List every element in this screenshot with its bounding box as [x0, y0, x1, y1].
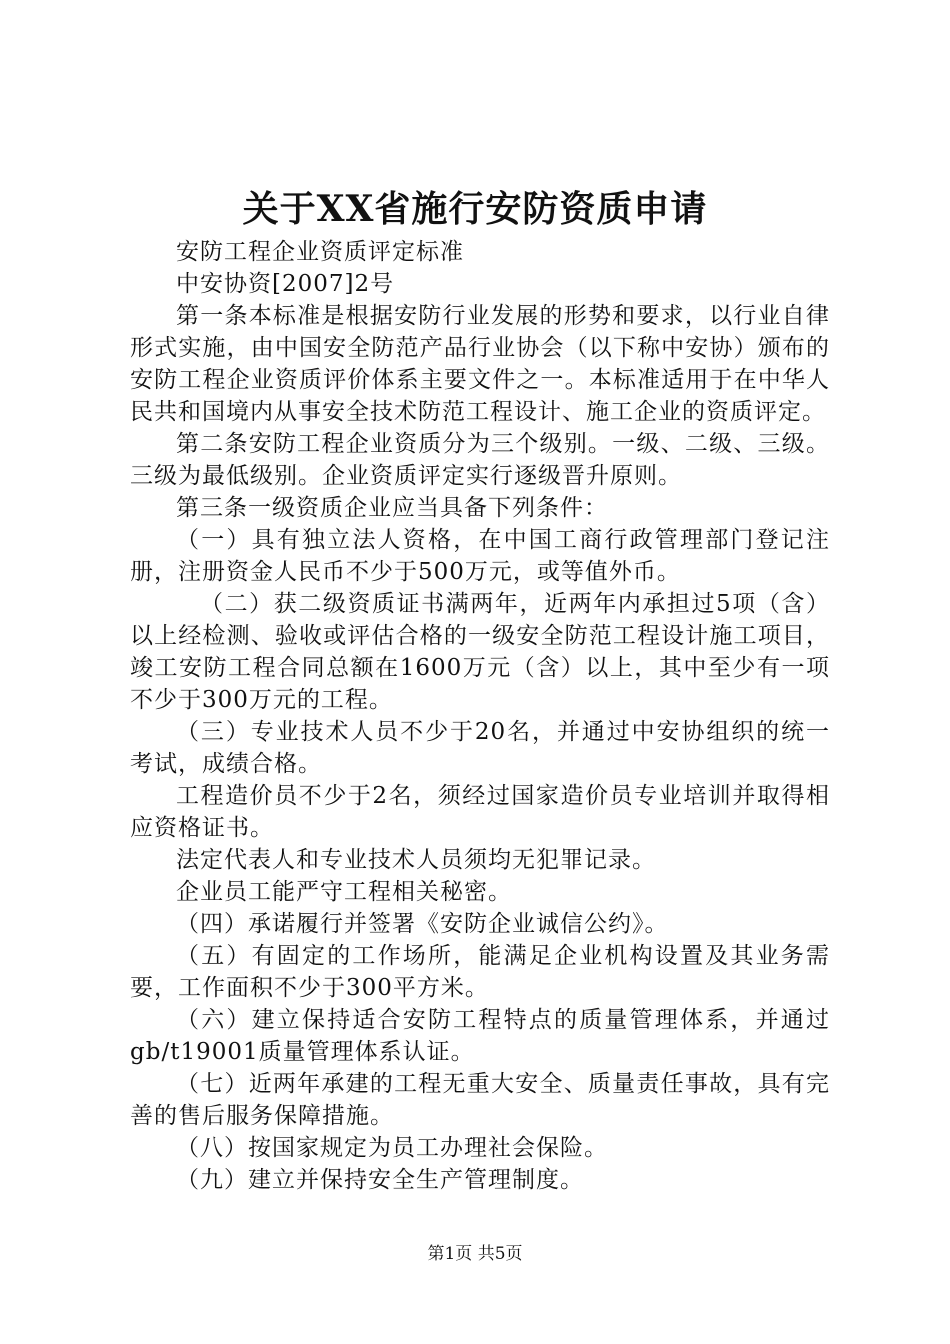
- page-footer: 第1页 共5页: [427, 1244, 523, 1264]
- paragraph-cost-staff: 工程造价员不少于2名，须经过国家造价员专业培训并取得相应资格证书。: [130, 783, 830, 841]
- paragraph-item-2: （二）获二级资质证书满两年，近两年内承担过5项（含）以上经检测、验收或评估合格的一级安全防范工程设计施工项目，竣工安防工程合同总额在1600万元（含）以上，其中至少有一项不少于300万元的工程。: [130, 591, 830, 713]
- paragraph-confidentiality: 企业员工能严守工程相关秘密。: [176, 879, 512, 905]
- paragraph-article-2: 第二条安防工程企业资质分为三个级别。一级、二级、三级。三级为最低级别。企业资质评定实行逐级晋升原则。: [130, 431, 830, 489]
- paragraph-article-1: 第一条本标准是根据安防行业发展的形势和要求，以行业自律形式实施，由中国安全防范产品行业协会（以下称中安协）颁布的安防工程企业资质评价体系主要文件之一。本标准适用于在中华人民共和国境内从事安全技术防范工程设计、施工企业的资质评定。: [130, 303, 830, 425]
- paragraph-standard-name: 安防工程企业资质评定标准: [176, 239, 464, 265]
- paragraph-item-5: （五）有固定的工作场所，能满足企业机构设置及其业务需要，工作面积不少于300平方米。: [130, 943, 830, 1001]
- paragraph-item-4: （四）承诺履行并签署《安防企业诚信公约》。: [176, 911, 669, 937]
- paragraph-item-8: （八）按国家规定为员工办理社会保险。: [176, 1135, 608, 1161]
- document-body: [130, 236, 830, 1196]
- paragraph-no-criminal-record: 法定代表人和专业技术人员须均无犯罪记录。: [176, 847, 656, 873]
- paragraph-item-1: （一）具有独立法人资格，在中国工商行政管理部门登记注册，注册资金人民币不少于500万元，或等值外币。: [130, 527, 830, 585]
- paragraph-item-6: （六）建立保持适合安防工程特点的质量管理体系，并通过gb/t19001质量管理体系认证。: [130, 1007, 830, 1065]
- paragraph-article-3: 第三条一级资质企业应当具备下列条件：: [176, 495, 608, 521]
- paragraph-item-3: （三）专业技术人员不少于20名，并通过中安协组织的统一考试，成绩合格。: [130, 719, 830, 777]
- paragraph-item-9: （九）建立并保持安全生产管理制度。: [176, 1167, 584, 1193]
- paragraph-item-7: （七）近两年承建的工程无重大安全、质量责任事故，具有完善的售后服务保障措施。: [130, 1071, 830, 1129]
- paragraph-doc-number: 中安协资[2007]2号: [176, 271, 395, 297]
- document-title: 关于XX省施行安防资质申请: [242, 188, 708, 230]
